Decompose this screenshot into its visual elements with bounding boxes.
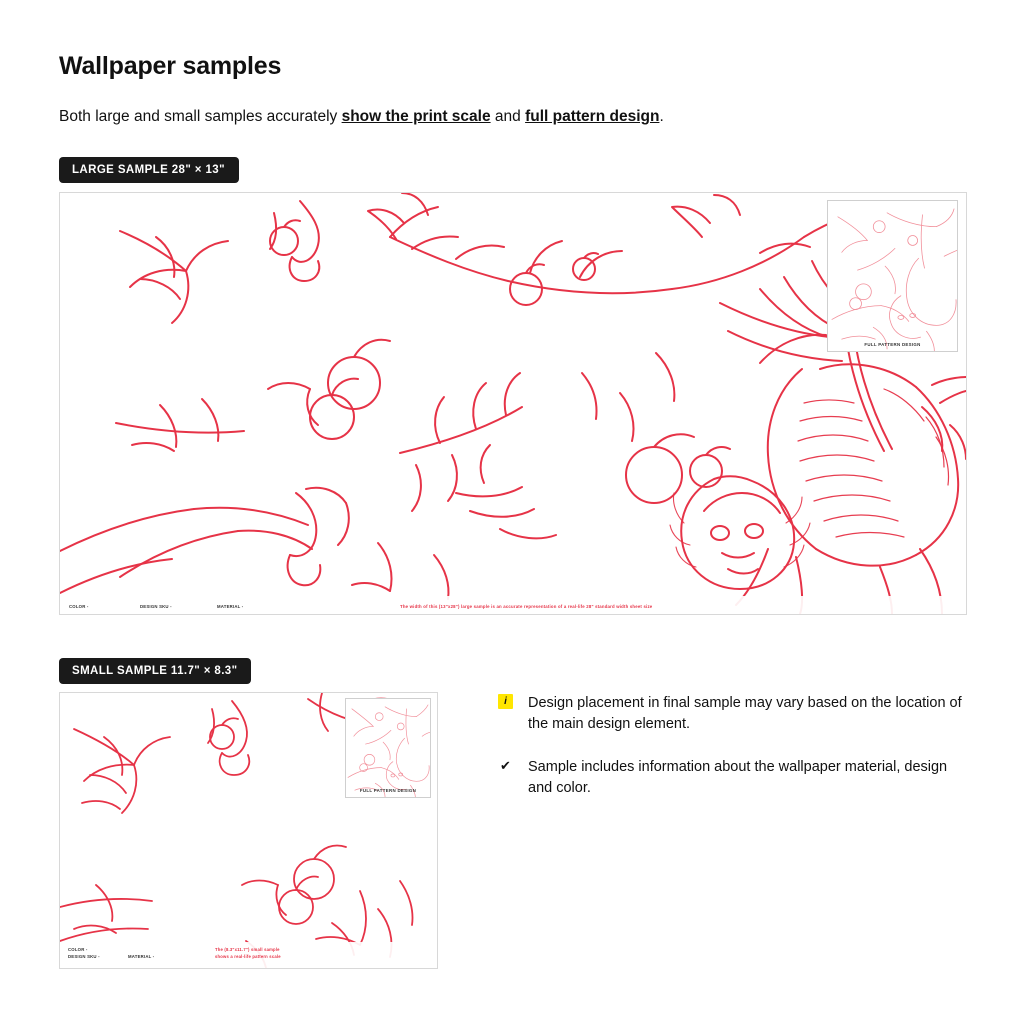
subtitle-emphasis-full-pattern: full pattern design	[525, 108, 660, 125]
notes-list	[498, 693, 972, 821]
note-text-information: Sample includes information about the wallpaper material, design and color.	[528, 759, 948, 796]
subtitle-lead: Both large and small samples accurately	[59, 108, 342, 125]
inset-label-small: FULL PATTERN DESIGN	[359, 788, 417, 793]
small-sample-sku-label: DESIGN SKU -	[68, 954, 100, 959]
large-sample-preview	[59, 192, 967, 615]
inset-label: FULL PATTERN DESIGN	[864, 342, 921, 347]
large-sample-info-strip	[60, 596, 966, 614]
page-title: Wallpaper samples	[59, 52, 282, 80]
note-icon-wrapper	[498, 757, 528, 773]
large-sample-color-label: COLOR -	[69, 604, 89, 609]
large-sample-badge: LARGE SAMPLE 28" × 13"	[59, 157, 239, 183]
subtitle-tail: .	[659, 108, 664, 125]
large-sample-material-label: MATERIAL -	[217, 604, 244, 609]
large-sample-scale-note: The width of this (13"x28") large sample is an accurate representation of a real-life 28" standard width sheet size	[400, 604, 653, 609]
small-sample-color-label: COLOR -	[68, 947, 88, 952]
note-text-placement: Design placement in final sample may vary based on the location of the main design element.	[528, 695, 962, 732]
large-sample-sku-label: DESIGN SKU -	[140, 604, 172, 609]
page-subtitle	[59, 108, 664, 126]
info-icon: i	[498, 694, 513, 709]
small-sample-full-pattern-inset	[345, 698, 431, 798]
note-icon-wrapper	[498, 693, 528, 709]
small-sample-badge: SMALL SAMPLE 11.7" × 8.3"	[59, 658, 251, 684]
small-sample-info-strip	[60, 942, 437, 968]
note-item-placement	[498, 693, 972, 735]
small-sample-material-label: MATERIAL -	[128, 954, 155, 959]
small-sample-scale-note-line2: shows a real-life pattern scale	[215, 954, 281, 959]
note-item-information	[498, 757, 972, 799]
inset-pattern-artwork-small	[346, 699, 430, 797]
subtitle-middle: and	[490, 108, 526, 125]
inset-pattern-artwork	[828, 201, 957, 351]
small-sample-preview	[59, 692, 438, 969]
large-sample-full-pattern-inset	[827, 200, 958, 352]
subtitle-emphasis-print-scale: show the print scale	[341, 108, 491, 125]
small-sample-scale-note-line1: The (8.3"x11.7") small sample	[215, 947, 280, 952]
check-icon: ✔	[500, 758, 511, 773]
